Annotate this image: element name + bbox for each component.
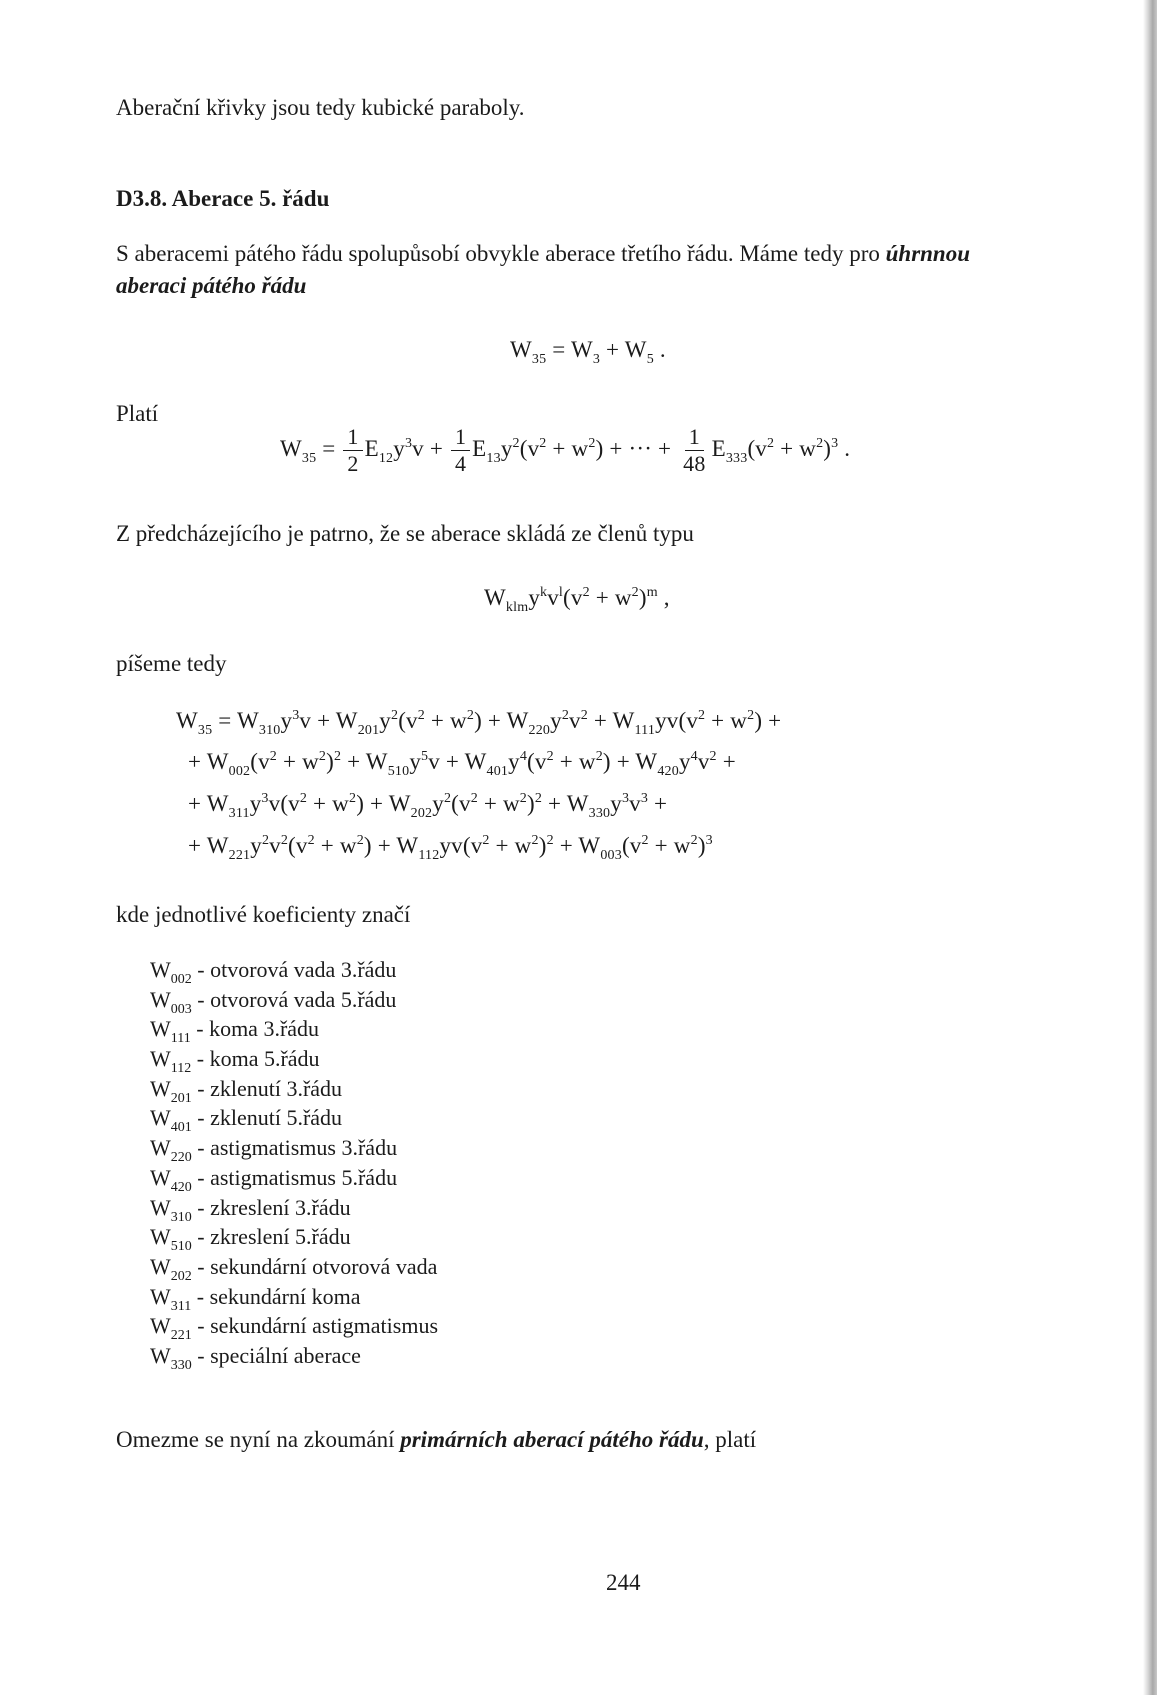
coefficient-item: $W_{111}$ - koma 3.řádu (150, 1016, 320, 1047)
coefficient-description: koma 3.řádu (209, 1016, 320, 1042)
emphasis-primarni-aberace: primárních aberací pátého řádu (400, 1427, 704, 1452)
coefficient-item: $W_{201}$ - zklenutí 3.řádu (150, 1075, 343, 1106)
coefficient-description: astigmatismus 3.řádu (210, 1135, 398, 1161)
coefficient-item: $W_{510}$ - zkreslení 5.řádu (150, 1224, 351, 1255)
coefficient-description: zklenutí 5.řádu (210, 1105, 343, 1131)
coefficient-symbol: $W_{401}$ (150, 1105, 192, 1136)
coefficient-index: 401 (170, 1120, 192, 1136)
coefficient-symbol: $W_{330}$ (150, 1342, 192, 1373)
coefficient-symbol: $W_{003}$ (150, 986, 192, 1017)
paragraph-3: kde jednotlivé koeficienty značí (116, 902, 411, 927)
coefficient-index: 221 (170, 1328, 192, 1344)
closing-text-before: Omezme se nyní na zkoumání (116, 1427, 401, 1452)
coefficient-index: 112 (170, 1061, 192, 1077)
coefficient-index: 420 (170, 1179, 192, 1195)
coefficient-description: speciální aberace (210, 1342, 361, 1368)
coefficient-index: 003 (170, 1001, 192, 1017)
coefficient-description: zklenutí 3.řádu (210, 1075, 343, 1101)
coefficient-index: 310 (170, 1209, 192, 1225)
coefficient-symbol: $W_{202}$ (150, 1253, 192, 1284)
coefficient-index: 002 (170, 972, 192, 987)
section-heading: D3.8. Aberace 5. řádu (116, 186, 330, 211)
closing-line (116, 1424, 756, 1456)
emphasis-aberaci-pateho-radu: aberaci pátého řádu (116, 273, 307, 298)
equation-w35-sum: $W_{35} = W_3 + W_5$ . (510, 337, 666, 367)
coefficient-description: otvorová vada 3.řádu (210, 957, 397, 982)
coefficient-index: 202 (170, 1268, 192, 1284)
coefficient-symbol: $W_{310}$ (150, 1194, 192, 1225)
page-spine-shadow (1143, 0, 1157, 1695)
coefficient-description: zkreslení 5.řádu (210, 1224, 351, 1250)
closing-text-after: , platí (703, 1427, 757, 1452)
coefficient-item: $W_{112}$ - koma 5.řádu (150, 1046, 320, 1077)
coefficient-symbol: $W_{420}$ (150, 1164, 192, 1195)
coefficient-index: 330 (170, 1357, 192, 1373)
coefficient-description: otvorová vada 5.řádu (210, 986, 397, 1012)
coefficient-index: 111 (170, 1031, 191, 1047)
coefficient-index: 201 (170, 1090, 192, 1106)
paragraph-1 (116, 238, 970, 302)
page-number: 244 (606, 1570, 641, 1595)
coefficient-item: $W_{311}$ - sekundární koma (150, 1283, 361, 1314)
emphasis-uhrnnou: úhrnnou (885, 241, 971, 266)
coefficient-description: sekundární astigmatismus (210, 1313, 439, 1339)
coefficient-list (150, 955, 438, 1371)
coefficient-item: $W_{003}$ - otvorová vada 5.řádu (150, 986, 397, 1017)
coefficient-description: astigmatismus 5.řádu (210, 1164, 398, 1190)
coefficient-description: sekundární koma (209, 1283, 361, 1309)
coefficient-item: $W_{330}$ - speciální aberace (150, 1342, 361, 1373)
coefficient-symbol: $W_{112}$ (150, 1046, 192, 1077)
coefficient-symbol: $W_{002}$ (150, 957, 192, 987)
coefficient-item: $W_{310}$ - zkreslení 3.řádu (150, 1194, 351, 1225)
equation-general-term: $W_{klm}y^kv^l(v^2 + w^2)^m$ , (484, 585, 670, 615)
equation-expansion-line-3: + $W_{311}y^3v(v^2 + w^2) + W_{202}y^2(v^2 + w^2)^2 + W_{330}y^3v^3$ + (188, 791, 668, 821)
piseme-tedy-label: píšeme tedy (116, 651, 227, 676)
coefficient-symbol: $W_{220}$ (150, 1135, 192, 1166)
equation-expansion-line-2: + $W_{002}(v^2 + w^2)^2 + W_{510}y^5v + W_{401}y^4(v^2 + w^2) + W_{420}y^4v^2$ + (188, 749, 736, 779)
coefficient-description: sekundární otvorová vada (210, 1253, 438, 1279)
coefficient-description: zkreslení 3.řádu (210, 1194, 351, 1220)
coefficient-index: 311 (170, 1298, 192, 1314)
coefficient-item: $W_{401}$ - zklenutí 5.řádu (150, 1105, 343, 1136)
paragraph-2: Z předcházejícího je patrno, že se aberace skládá ze členů typu (116, 521, 694, 546)
coefficient-symbol: $W_{221}$ (150, 1313, 192, 1344)
coefficient-index: 510 (170, 1239, 192, 1255)
coefficient-item: $W_{220}$ - astigmatismus 3.řádu (150, 1135, 398, 1166)
coefficient-index: 220 (170, 1150, 192, 1166)
coefficient-description: koma 5.řádu (209, 1046, 320, 1072)
paragraph-1-text: S aberacemi pátého řádu spolupůsobí obvykle aberace třetího řádu. Máme tedy pro (116, 241, 886, 266)
intro-line: Aberační křivky jsou tedy kubické paraboly. (116, 95, 525, 120)
coefficient-item: $W_{202}$ - sekundární otvorová vada (150, 1253, 438, 1284)
equation-w35-expansion: $W_{35}$ = $\frac{1}{2}$ $E_{12}y^3v$ + $\frac{1}{4}$ $E_{13}y^2(v^2 + w^2)$ + ··· + $\frac{1}{48}$ $E_{333}(v^2 + w^2)^3$ . (280, 424, 851, 476)
coefficient-item: $W_{420}$ - astigmatismus 5.řádu (150, 1164, 398, 1195)
equation-expansion-line-1: $W_{35} = W_{310}y^3v + W_{201}y^2(v^2 + w^2) + W_{220}y^2v^2 + W_{111}yv(v^2 + w^2)$ + (176, 708, 782, 738)
coefficient-symbol: $W_{201}$ (150, 1075, 192, 1106)
coefficient-item: $W_{221}$ - sekundární astigmatismus (150, 1313, 439, 1344)
coefficient-symbol: $W_{111}$ (150, 1016, 191, 1047)
equation-expansion-line-4: + $W_{221}y^2v^2(v^2 + w^2) + W_{112}yv(v^2 + w^2)^2 + W_{003}(v^2 + w^2)^3$ (188, 833, 713, 863)
coefficient-symbol: $W_{311}$ (150, 1283, 192, 1314)
coefficient-symbol: $W_{510}$ (150, 1224, 192, 1255)
plati-label: Platí (116, 401, 159, 426)
coefficient-item: $W_{002}$ - otvorová vada 3.řádu (150, 957, 397, 987)
